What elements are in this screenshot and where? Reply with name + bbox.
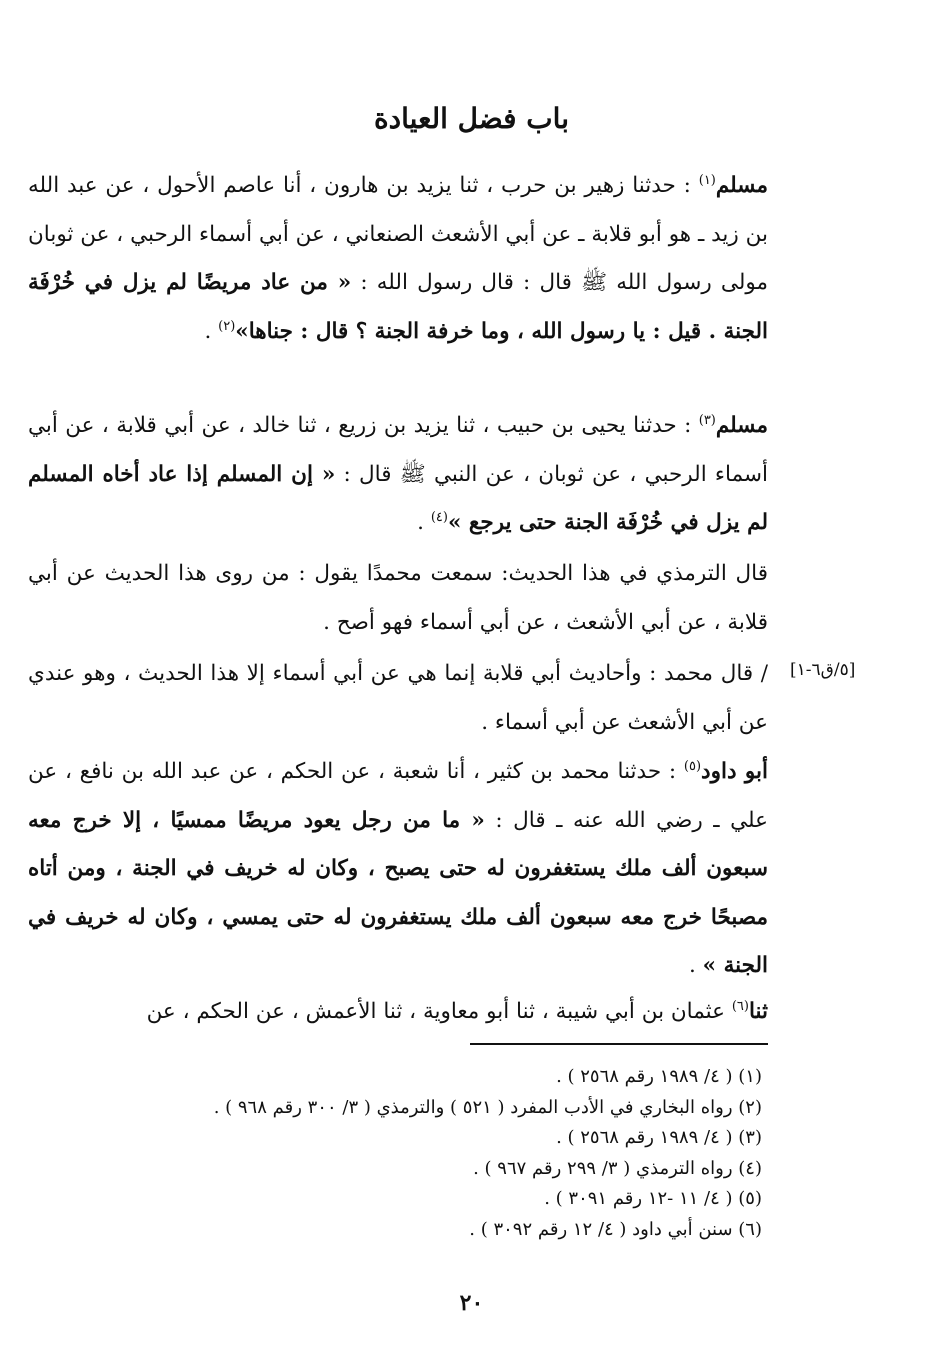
isnad-text: : حدثنا زهير بن حرب ، ثنا يزيد بن هارون ، أنا عاصم الأحول ، عن عبد الله بن زيد ـ هو أبو قلابة ـ عن أبي الأشعث الصنعاني ، عن أبي أسماء الرحبي ، عن ثوبان مولى رسول الله ﷺ قال : قال رسول الله : (28, 173, 768, 295)
footnote-divider (470, 1043, 768, 1045)
isnad-text: عثمان بن أبي شيبة ، ثنا أبو معاوية ، ثنا الأعمش ، عن الحكم ، عن (146, 999, 732, 1024)
chapter-title: باب فضل العيادة (374, 102, 569, 135)
source-name: ثنا (748, 999, 768, 1024)
paragraph-muslim-1 (28, 162, 768, 356)
paragraph-text: / قال محمد : وأحاديث أبي قلابة إنما هي عن أبي أسماء إلا هذا الحديث ، وهو عندي عن أبي الأشعث عن أبي أسماء . (28, 661, 768, 735)
paragraph-end: . (204, 318, 219, 344)
footnote-item: (١) ( ٤/ ١٩٨٩ رقم ٢٥٦٨ ) . (556, 1066, 762, 1087)
source-name: مسلم (715, 413, 768, 438)
isnad-text: : حدثنا محمد بن كثير ، أنا شعبة ، عن الحكم ، عن عبد الله بن نافع ، عن علي ـ رضي الله عنه ـ قال : (28, 759, 768, 833)
footnote-item: (٤) رواه الترمذي ( ٣/ ٢٩٩ رقم ٩٦٧ ) . (473, 1157, 762, 1179)
paragraph-muhammad (28, 650, 768, 747)
paragraph-abu-dawud (28, 748, 768, 991)
paragraph-end: . (688, 953, 703, 978)
footnote-ref: (٢) (218, 318, 236, 334)
footnote-item: (٣) ( ٤/ ١٩٨٩ رقم ٢٥٦٨ ) . (556, 1127, 762, 1149)
isnad-text: : حدثنا يحيى بن حبيب ، ثنا يزيد بن زريع ، ثنا خالد ، عن أبي قلابة ، عن أبي أسماء الرحبي ، عن ثوبان ، عن النبي ﷺ قال : (28, 413, 768, 487)
paragraph-end: . (417, 510, 431, 535)
footnote-ref: (٤) (430, 509, 448, 525)
paragraph-text: قال الترمذي في هذا الحديث: سمعت محمدًا يقول : من روى هذا الحديث عن أبي قلابة ، عن أبي الأشعث ، عن أبي أسماء فهو أصح . (28, 561, 768, 635)
footnote-ref: (١) (698, 172, 716, 188)
footnote-ref: (٣) (698, 412, 716, 428)
footnotes (28, 1062, 762, 1246)
footnote-item: (٢) رواه البخاري في الأدب المفرد ( ٥٢١ ) والترمذي ( ٣/ ٣٠٠ رقم ٩٦٨ ) . (213, 1096, 762, 1118)
footnote-ref: (٥) (683, 758, 702, 774)
footnote-item: (٥) ( ٤/ ١١ -١٢ رقم ٣٠٩١ ) . (544, 1188, 762, 1210)
paragraph-muslim-2 (28, 402, 768, 548)
hadith-text: « ما من رجل يعود مريضًا ممسيًا ، إلا خرج معه سبعون ألف ملك يستغفرون له حتى يصبح ، وكان له خريف في الجنة ، ومن أتاه مصبحًا خرج معه سبعون ألف ملك يستغفرون له حتى يمسي ، وكان له خريف في الجنة » (28, 807, 768, 978)
footnote-ref: (٦) (731, 998, 749, 1014)
source-name: مسلم (715, 173, 768, 198)
footnote-item: (٦) سنن أبي داود ( ٤/ ١٢ رقم ٣٠٩٢ ) . (469, 1218, 762, 1240)
hadith-text: « من عاد مريضًا لم يزل في خُرْفَة الجنة . قيل : يا رسول الله ، وما خرفة الجنة ؟ قال : جناها» (28, 270, 768, 344)
margin-manuscript-note: [٥/ق٦-١] (790, 660, 856, 680)
paragraph-tirmidhi (28, 550, 768, 647)
source-name: أبو داود (701, 759, 768, 784)
hadith-text: « إن المسلم إذا عاد أخاه المسلم لم يزل في خُرْفَة الجنة حتى يرجع » (28, 461, 768, 535)
page-number: ٢٠ (459, 1290, 484, 1316)
paragraph-continuation (28, 988, 768, 1037)
